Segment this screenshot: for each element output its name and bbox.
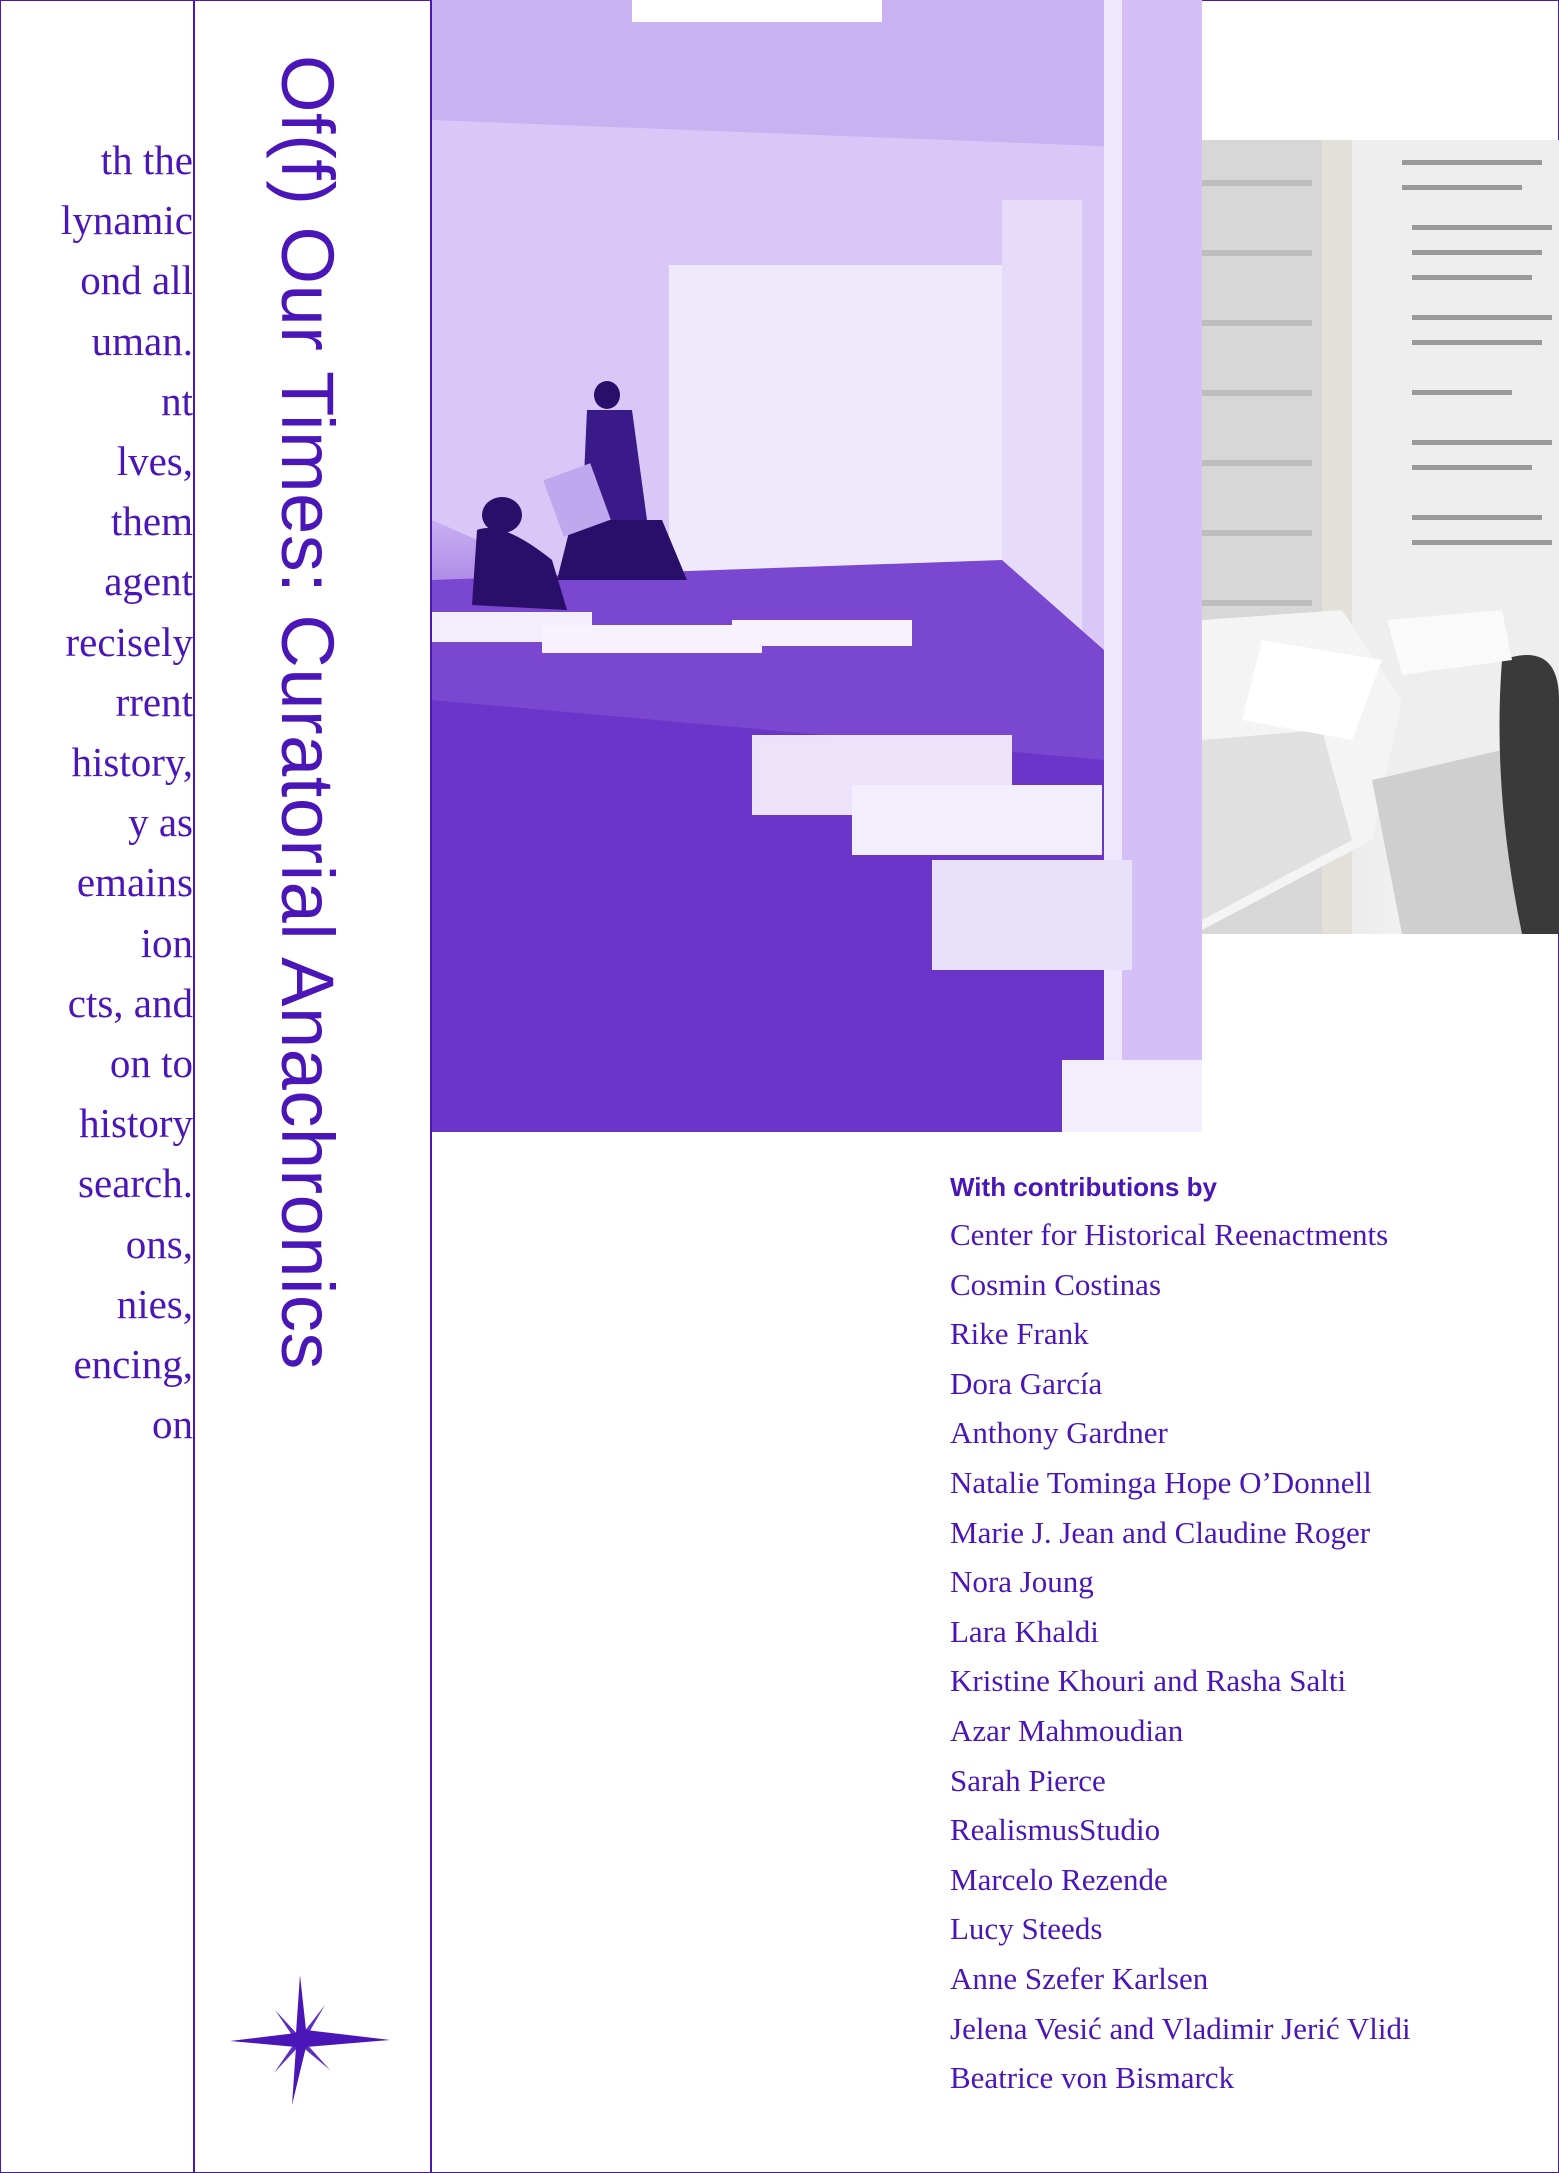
list-item: Natalie Tominga Hope O’Donnell — [950, 1464, 1372, 1500]
blurb-line: them — [111, 498, 193, 545]
blurb-line: history — [79, 1100, 193, 1147]
blurb-line: nies, — [116, 1280, 193, 1327]
blurb-line: on — [152, 1401, 193, 1448]
spine-title: Of(f) Our Times: Curatorial Anachronics — [266, 55, 349, 1370]
blurb-line: search. — [78, 1160, 193, 1207]
blurb-line: cts, and — [67, 979, 193, 1026]
blurb-line: rrent — [115, 678, 193, 725]
cover-photo-archive — [1202, 140, 1559, 934]
blurb-line: nt — [161, 377, 193, 424]
four-point-star-icon — [230, 1975, 390, 2105]
list-item: Marie J. Jean and Claudine Roger — [950, 1514, 1371, 1550]
blurb-line: lynamic — [60, 197, 193, 244]
list-item: Center for Historical Reenactments — [950, 1217, 1389, 1252]
blurb-line: on to — [109, 1040, 193, 1087]
blurb-line: uman. — [91, 317, 193, 364]
blurb-line: emains — [76, 859, 193, 906]
blurb-line: history, — [71, 739, 193, 786]
list-item: Lucy Steeds — [950, 1911, 1103, 1947]
back-cover-blurb — [0, 130, 193, 1454]
list-item: Beatrice von Bismarck — [950, 2060, 1235, 2096]
blurb-line: y as — [128, 799, 193, 846]
list-item: Jelena Vesić and Vladimir Jerić Vlidi — [950, 2010, 1411, 2046]
blurb-line: ond all — [80, 257, 193, 304]
list-item: Marcelo Rezende — [950, 1861, 1168, 1897]
blurb-line: encing, — [73, 1341, 193, 1388]
spine-left-edge — [193, 0, 195, 2173]
contributor-list — [950, 1210, 1411, 2103]
list-item: Kristine Khouri and Rasha Salti — [950, 1663, 1347, 1699]
blurb-line: th the — [100, 137, 193, 183]
blurb-line: ion — [140, 919, 193, 966]
list-item: Azar Mahmoudian — [950, 1712, 1184, 1748]
list-item: Anne Szefer Karlsen — [950, 1960, 1209, 1996]
list-item: Anthony Gardner — [950, 1415, 1168, 1451]
cover-photo-gallery — [432, 0, 1202, 1132]
blurb-line: agent — [104, 558, 193, 605]
list-item: Sarah Pierce — [950, 1762, 1106, 1798]
blurb-line: ons, — [125, 1220, 193, 1267]
list-item: Cosmin Costinas — [950, 1266, 1162, 1302]
contributions-heading: With contributions by — [950, 1172, 1217, 1202]
list-item: Rike Frank — [950, 1316, 1089, 1352]
list-item: Nora Joung — [950, 1564, 1094, 1600]
list-item: Dora García — [950, 1365, 1103, 1401]
blurb-line: recisely — [65, 618, 193, 665]
list-item: Lara Khaldi — [950, 1613, 1099, 1649]
list-item: RealismusStudio — [950, 1812, 1161, 1848]
blurb-line: lves, — [116, 438, 193, 485]
